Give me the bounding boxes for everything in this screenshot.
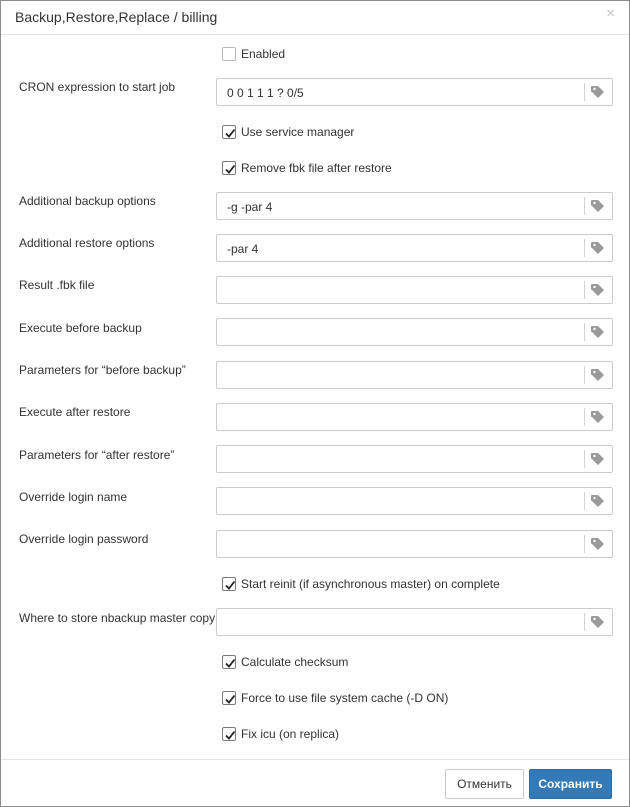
checkbox-box[interactable]	[222, 125, 236, 139]
tag-icon[interactable]	[591, 453, 605, 465]
additional-backup-label: Additional backup options	[19, 194, 156, 208]
execute-before-backup-input[interactable]	[216, 318, 613, 346]
tag-icon[interactable]	[591, 200, 605, 212]
dialog-title: Backup,Restore,Replace / billing	[15, 9, 218, 25]
tag-icon[interactable]	[591, 242, 605, 254]
params-before-backup-label: Parameters for “before backup”	[19, 363, 186, 377]
field-divider	[584, 323, 585, 341]
nbackup-master-copy-label: Where to store nbackup master copy	[19, 611, 216, 625]
additional-backup-value: -g -par 4	[227, 200, 273, 214]
field-divider	[584, 281, 585, 299]
force-fs-cache-label: Force to use file system cache (-D ON)	[241, 691, 449, 705]
result-fbk-input[interactable]	[216, 276, 613, 304]
override-login-password-input[interactable]	[216, 530, 613, 558]
start-reinit-label: Start reinit (if asynchronous master) on complete	[241, 577, 500, 591]
tag-icon[interactable]	[591, 86, 605, 98]
checkmark-icon	[224, 163, 236, 175]
tag-icon[interactable]	[591, 326, 605, 338]
additional-restore-value: -par 4	[227, 242, 259, 256]
field-divider	[584, 239, 585, 257]
execute-after-restore-input[interactable]	[216, 403, 613, 431]
field-divider	[584, 366, 585, 384]
checkmark-icon	[224, 729, 236, 741]
additional-restore-label: Additional restore options	[19, 236, 155, 250]
tag-icon[interactable]	[591, 495, 605, 507]
checkbox-box[interactable]	[222, 577, 236, 591]
checkmark-icon	[224, 693, 236, 705]
additional-restore-input[interactable]	[216, 234, 613, 262]
use-service-manager-label: Use service manager	[241, 125, 355, 139]
params-after-restore-label: Parameters for “after restore”	[19, 448, 175, 462]
nbackup-master-copy-input[interactable]	[216, 608, 613, 636]
tag-icon[interactable]	[591, 616, 605, 628]
field-divider	[584, 197, 585, 215]
params-after-restore-input[interactable]	[216, 445, 613, 473]
override-login-password-label: Override login password	[19, 532, 149, 546]
dialog-body	[1, 36, 629, 759]
cron-label: CRON expression to start job	[19, 80, 176, 94]
checkmark-icon	[224, 579, 236, 591]
field-divider	[584, 613, 585, 631]
params-before-backup-input[interactable]	[216, 361, 613, 389]
checkbox-box[interactable]	[222, 691, 236, 705]
cron-input[interactable]	[216, 78, 613, 106]
field-divider	[584, 450, 585, 468]
override-login-name-label: Override login name	[19, 490, 128, 504]
checkbox-box[interactable]	[222, 655, 236, 669]
execute-after-restore-label: Execute after restore	[19, 405, 131, 419]
field-divider	[584, 408, 585, 426]
checkbox-box[interactable]	[222, 47, 236, 61]
dialog-header	[1, 1, 629, 35]
tag-icon[interactable]	[591, 538, 605, 550]
fix-icu-label: Fix icu (on replica)	[241, 727, 340, 741]
checkbox-box[interactable]	[222, 727, 236, 741]
tag-icon[interactable]	[591, 411, 605, 423]
checkmark-icon	[224, 657, 236, 669]
dialog-footer	[1, 759, 629, 806]
close-icon[interactable]: ×	[606, 5, 615, 22]
field-divider	[584, 492, 585, 510]
save-button[interactable]: Сохранить	[529, 769, 612, 799]
remove-fbk-label: Remove fbk file after restore	[241, 161, 392, 175]
checkmark-icon	[224, 127, 236, 139]
execute-before-backup-label: Execute before backup	[19, 321, 142, 335]
additional-backup-input[interactable]	[216, 192, 613, 220]
cron-value: 0 0 1 1 1 ? 0/5	[227, 86, 304, 100]
field-divider	[584, 535, 585, 553]
enabled-label: Enabled	[241, 47, 286, 61]
override-login-name-input[interactable]	[216, 487, 613, 515]
tag-icon[interactable]	[591, 369, 605, 381]
tag-icon[interactable]	[591, 284, 605, 296]
result-fbk-label: Result .fbk file	[19, 278, 95, 292]
checkbox-box[interactable]	[222, 161, 236, 175]
calculate-checksum-label: Calculate checksum	[241, 655, 349, 669]
field-divider	[584, 83, 585, 101]
cancel-button[interactable]: Отменить	[445, 769, 524, 799]
